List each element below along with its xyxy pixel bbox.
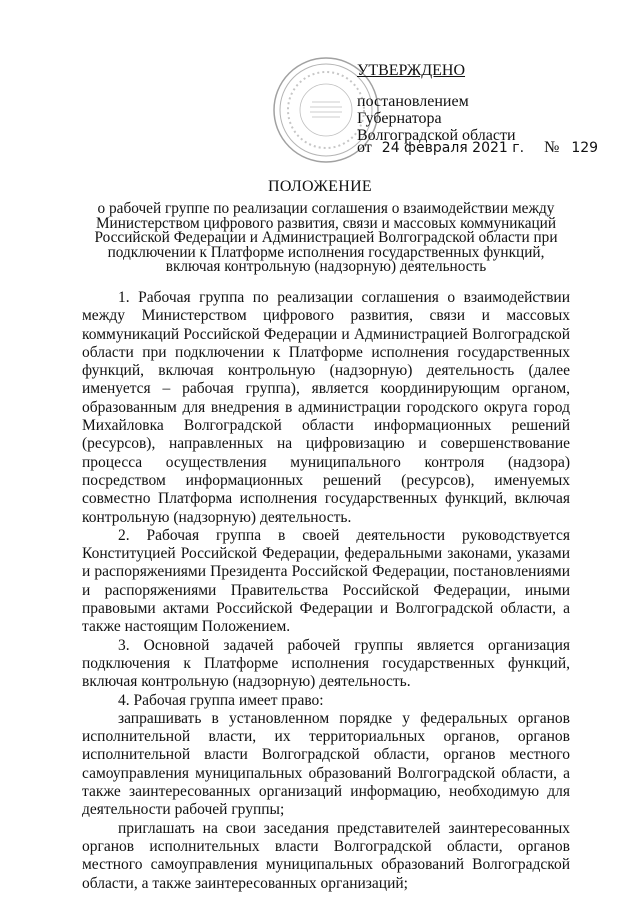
decree-number: 129 <box>571 140 599 156</box>
decree-date-line <box>357 139 598 157</box>
paragraph-3: 3. Основной задачей рабочей группы является организация подключения к Платформе исполнения государственных функций, включая контрольную (надзорную) деятельность. <box>82 636 570 691</box>
approval-line-2: Губернатора <box>357 110 442 127</box>
date-prefix: от <box>357 139 372 156</box>
number-sign: № <box>544 139 560 156</box>
document-title: ПОЛОЖЕНИЕ <box>267 178 372 195</box>
approval-line-1: постановлением <box>357 93 469 110</box>
approval-block <box>357 62 516 144</box>
paragraph-2: 2. Рабочая группа в своей деятельности руководствуется Конституцией Российской Федерации, федеральными законами, указами и распоряжениями Президента Российской Федерации, постановлениями и распоряжениями Правительства Российской Федерации, иными правовыми актами Российской Федерации и Волгоградской области, а также настоящим Положением. <box>82 526 570 636</box>
paragraph-1: 1. Рабочая группа по реализации соглашения о взаимодействии между Министерством цифрового развития, связи и массовых коммуникаций Российской Федерации и Администрацией Волгоградской области при подключении к Платформе исполнения государственных функций, включая контрольную (надзорную) деятельность (далее именуется – рабочая группа), является координирующим органом, образованным для внедрения в администрации городского округа город Михайловка Волгоградской области информационных решений (ресурсов), направленных на цифровизацию и совершенствование процесса осуществления муниципального контроля (надзора) посредством информационных решений (ресурсов), именуемых совместно Платформа исполнения государственных функций, включая контрольную (надзорную) деятельность. <box>82 289 570 526</box>
document-body <box>82 289 570 893</box>
paragraph-4: 4. Рабочая группа имеет право: <box>118 691 324 709</box>
document-subtitle: о рабочей группе по реализации соглашения о взаимодействии между Министерством цифрового развития, связи и массовых коммуникаций Российской Федерации и Администрацией Волгоградской области при подключении к Платформе исполнения государственных функций, включая контрольную (надзорную) деятельность <box>94 200 558 275</box>
approval-line-3: Волгоградской области <box>357 127 516 144</box>
paragraph-4-item-2: приглашать на свои заседания представителей заинтересованных органов исполнительных власти Волгоградской области, органов местного самоуправления муниципальных образований Волгоградской области, а также заинтересованных организаций; <box>82 819 570 892</box>
paragraph-4-item-1: запрашивать в установленном порядке у федеральных органов исполнительной власти, их территориальных органов, органов исполнительной власти Волгоградской области, органов местного самоуправления муниципальных образований Волгоградской области, а также заинтересованных организаций информацию, необходимую для деятельности рабочей группы; <box>82 709 570 819</box>
approved-heading: УТВЕРЖДЕНО <box>357 62 466 79</box>
decree-date: 24 февраля 2021 г. <box>381 140 525 156</box>
